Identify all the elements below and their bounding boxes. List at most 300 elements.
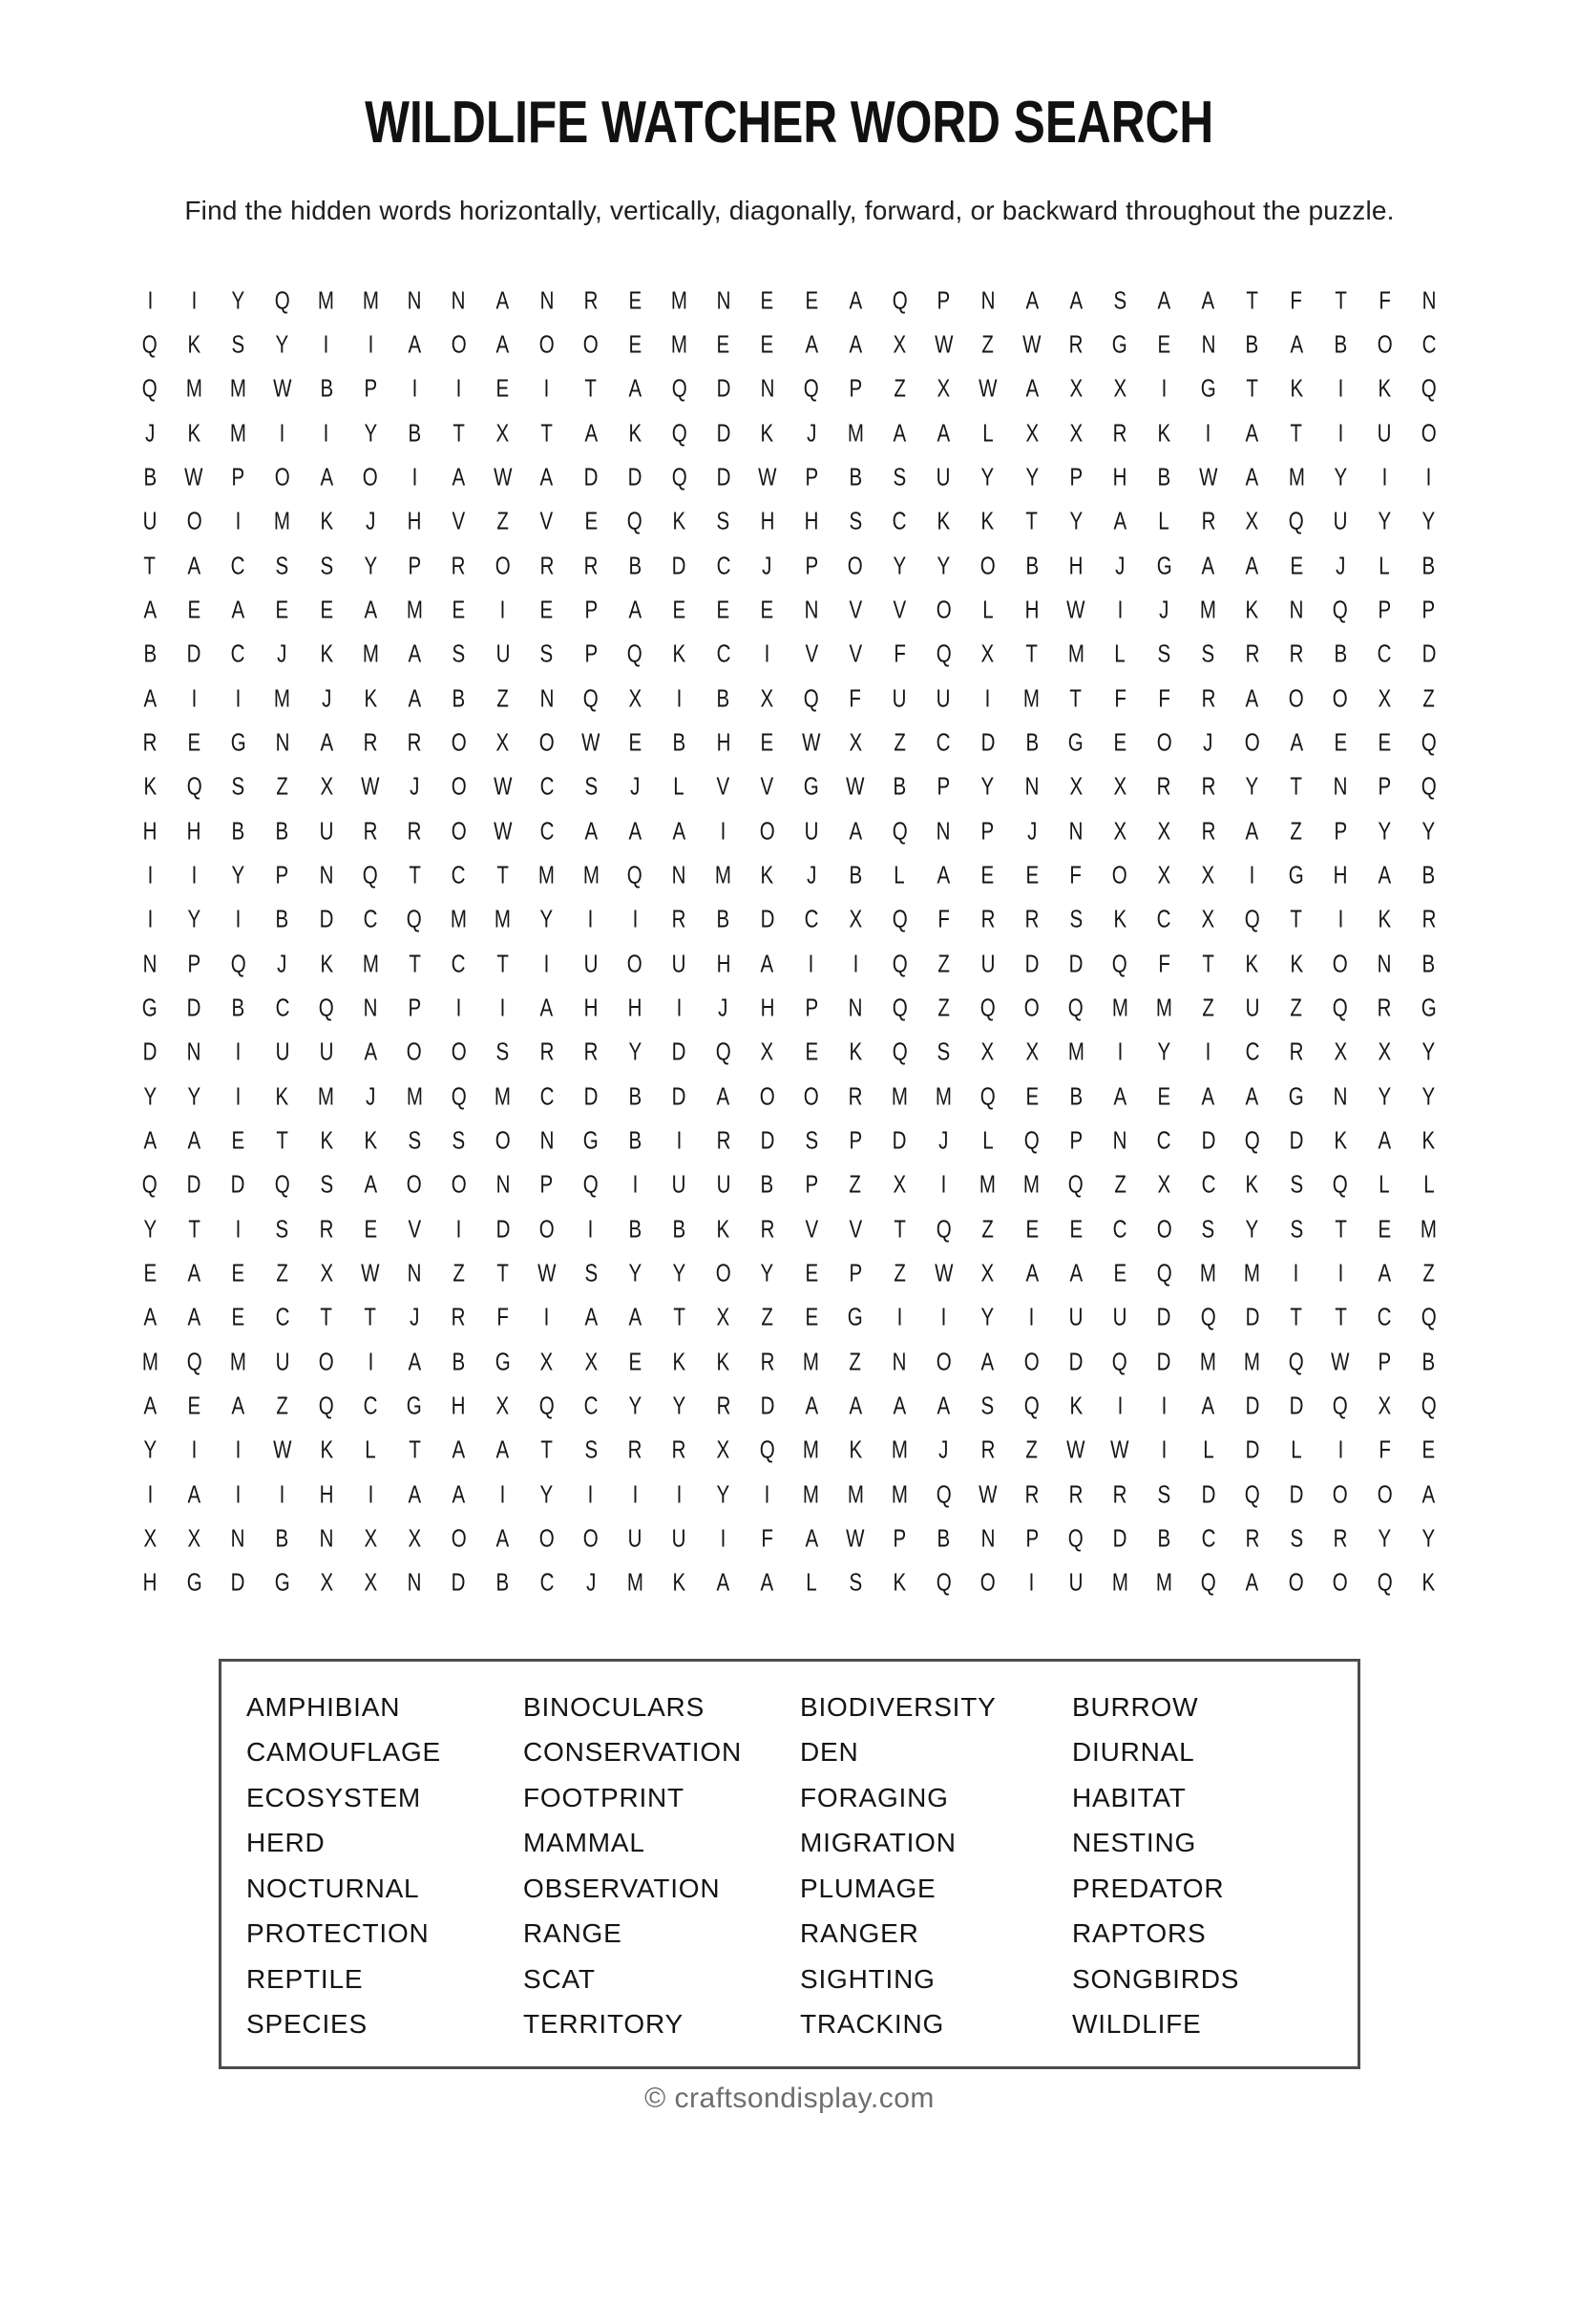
grid-cell-r25c11: X xyxy=(584,1347,598,1376)
grid-cell-r20c25: D xyxy=(1201,1126,1215,1155)
grid-cell-r26c16: A xyxy=(805,1392,818,1420)
grid-cell-r24c4: C xyxy=(275,1303,290,1331)
grid-cell-r13c13: A xyxy=(672,817,686,846)
grid-cell-r25c13: K xyxy=(672,1347,686,1376)
grid-cell-r23c12: Y xyxy=(628,1259,642,1288)
grid-cell-r9c30: D xyxy=(1421,639,1436,668)
grid-cell-r21c9: N xyxy=(495,1170,510,1199)
grid-cell-r2c20: Z xyxy=(981,330,994,359)
grid-cell-r10c17: F xyxy=(849,684,862,713)
grid-cell-r20c3: E xyxy=(231,1126,245,1155)
grid-cell-r29c29: Y xyxy=(1378,1524,1392,1553)
grid-cell-r8c5: E xyxy=(320,596,333,624)
grid-cell-r27c27: L xyxy=(1291,1435,1302,1464)
grid-cell-r18c23: I xyxy=(1117,1037,1124,1066)
grid-cell-r11c2: E xyxy=(187,728,201,757)
word-item-wildlife: WILDLIFE xyxy=(1072,2009,1202,2040)
grid-cell-r25c17: Z xyxy=(849,1347,862,1376)
grid-cell-r5c23: H xyxy=(1112,463,1127,492)
grid-cell-r22c19: Q xyxy=(936,1214,952,1244)
grid-cell-r2c6: I xyxy=(368,330,373,359)
grid-cell-r26c19: A xyxy=(937,1392,951,1420)
grid-cell-r19c11: D xyxy=(583,1081,599,1111)
grid-cell-r7c30: B xyxy=(1421,552,1436,580)
grid-cell-r9c20: X xyxy=(980,639,995,668)
grid-cell-r23c8: Z xyxy=(453,1259,465,1288)
grid-cell-r13c18: Q xyxy=(892,817,908,846)
grid-cell-r26c17: A xyxy=(849,1392,862,1420)
grid-cell-r26c22: K xyxy=(1069,1392,1083,1420)
grid-cell-r6c21: T xyxy=(1025,507,1039,535)
grid-cell-r4c30: O xyxy=(1421,419,1437,448)
grid-cell-r13c21: J xyxy=(1026,817,1037,846)
grid-cell-r1c10: N xyxy=(539,286,555,315)
grid-cell-r15c15: D xyxy=(760,905,775,933)
grid-cell-r20c21: Q xyxy=(1023,1126,1040,1155)
grid-cell-r13c6: R xyxy=(363,817,378,846)
grid-cell-r11c13: B xyxy=(672,728,686,757)
grid-cell-r27c11: S xyxy=(584,1435,598,1464)
grid-cell-r5c6: O xyxy=(363,463,378,492)
grid-cell-r15c3: I xyxy=(235,905,242,933)
grid-cell-r7c19: Y xyxy=(937,552,951,580)
grid-cell-r6c7: H xyxy=(407,507,422,535)
grid-cell-r18c7: O xyxy=(407,1037,423,1066)
grid-cell-r18c5: U xyxy=(319,1037,334,1066)
grid-cell-r5c20: Y xyxy=(980,463,995,492)
grid-cell-r17c4: C xyxy=(275,994,290,1022)
grid-cell-r3c29: K xyxy=(1378,374,1392,403)
grid-cell-r22c6: E xyxy=(364,1214,377,1244)
grid-cell-r20c1: A xyxy=(143,1126,157,1155)
grid-cell-r30c4: G xyxy=(274,1568,290,1597)
grid-cell-r28c30: A xyxy=(1421,1479,1436,1509)
word-item-range: RANGE xyxy=(523,1918,622,1949)
grid-cell-r19c12: B xyxy=(628,1081,642,1111)
grid-cell-r26c18: A xyxy=(893,1392,907,1420)
grid-cell-r12c29: P xyxy=(1378,772,1392,801)
grid-cell-r21c22: Q xyxy=(1068,1170,1084,1199)
grid-cell-r24c3: E xyxy=(231,1303,245,1331)
grid-cell-r24c7: J xyxy=(410,1303,420,1331)
grid-cell-r11c3: G xyxy=(230,728,246,757)
grid-cell-r8c10: E xyxy=(539,596,554,624)
grid-cell-r11c29: E xyxy=(1378,728,1392,757)
grid-cell-r29c15: F xyxy=(761,1524,773,1553)
grid-cell-r15c26: Q xyxy=(1244,905,1260,933)
grid-cell-r27c16: M xyxy=(803,1435,820,1464)
grid-cell-r12c21: N xyxy=(1024,772,1040,801)
grid-cell-r19c23: A xyxy=(1113,1081,1127,1111)
grid-cell-r7c10: R xyxy=(539,552,555,580)
grid-cell-r26c6: C xyxy=(363,1392,378,1420)
grid-cell-r1c22: A xyxy=(1069,286,1083,315)
grid-cell-r7c7: P xyxy=(408,552,422,580)
grid-cell-r4c27: T xyxy=(1290,419,1303,448)
grid-cell-r26c13: Y xyxy=(672,1392,686,1420)
grid-cell-r19c17: R xyxy=(848,1081,863,1111)
page-title xyxy=(0,92,1579,155)
grid-cell-r30c23: M xyxy=(1111,1568,1128,1597)
grid-cell-r21c16: P xyxy=(805,1170,818,1199)
grid-cell-r16c5: K xyxy=(320,949,333,978)
grid-cell-r29c10: O xyxy=(538,1524,555,1553)
grid-cell-r21c24: X xyxy=(1157,1170,1171,1199)
grid-cell-r23c1: E xyxy=(143,1259,157,1288)
grid-cell-r13c2: H xyxy=(186,817,201,846)
grid-cell-r22c29: E xyxy=(1378,1214,1392,1244)
grid-cell-r16c9: T xyxy=(496,949,509,978)
grid-cell-r25c23: Q xyxy=(1112,1347,1128,1376)
grid-cell-r2c28: B xyxy=(1334,330,1347,359)
grid-cell-r24c18: I xyxy=(896,1303,903,1331)
grid-cell-r26c28: Q xyxy=(1333,1392,1349,1420)
grid-cell-r7c26: A xyxy=(1245,552,1259,580)
grid-cell-r6c11: E xyxy=(584,507,598,535)
grid-cell-r8c3: A xyxy=(231,596,245,624)
grid-cell-r13c7: R xyxy=(407,817,422,846)
grid-cell-r15c6: C xyxy=(363,905,378,933)
grid-cell-r22c5: R xyxy=(319,1214,334,1244)
grid-cell-r5c18: S xyxy=(893,463,907,492)
grid-cell-r6c27: Q xyxy=(1288,507,1304,535)
grid-cell-r1c18: Q xyxy=(892,286,908,315)
footer-credit: © craftsondisplay.com xyxy=(644,2082,935,2114)
grid-cell-r4c14: D xyxy=(716,419,730,448)
grid-cell-r11c17: X xyxy=(849,728,862,757)
grid-cell-r23c20: X xyxy=(980,1259,995,1288)
grid-cell-r13c4: B xyxy=(275,817,289,846)
grid-cell-r7c14: C xyxy=(716,552,730,580)
grid-cell-r6c24: L xyxy=(1158,507,1170,535)
grid-cell-r15c2: Y xyxy=(187,905,201,933)
grid-cell-r3c27: K xyxy=(1290,374,1303,403)
grid-cell-r17c19: Z xyxy=(937,994,950,1022)
grid-cell-r16c27: K xyxy=(1290,949,1303,978)
word-list-box xyxy=(219,1659,1360,2069)
grid-cell-r27c23: W xyxy=(1110,1435,1129,1464)
grid-cell-r7c23: J xyxy=(1115,552,1126,580)
grid-cell-r1c11: R xyxy=(583,286,599,315)
grid-cell-r13c10: C xyxy=(539,817,555,846)
grid-cell-r14c22: F xyxy=(1069,861,1083,890)
grid-cell-r2c27: A xyxy=(1290,330,1303,359)
grid-cell-r17c6: N xyxy=(363,994,378,1022)
grid-cell-r22c10: O xyxy=(538,1214,555,1244)
grid-cell-r20c6: K xyxy=(364,1126,377,1155)
grid-cell-r26c1: A xyxy=(143,1392,157,1420)
grid-cell-r1c9: A xyxy=(495,286,510,315)
grid-cell-r4c28: I xyxy=(1337,419,1343,448)
grid-cell-r2c13: M xyxy=(670,330,687,359)
grid-cell-r23c25: M xyxy=(1200,1259,1217,1288)
grid-cell-r30c1: H xyxy=(142,1568,158,1597)
grid-cell-r7c4: S xyxy=(275,552,289,580)
grid-cell-r6c15: H xyxy=(760,507,775,535)
grid-cell-r26c10: Q xyxy=(538,1392,555,1420)
grid-cell-r13c14: I xyxy=(720,817,726,846)
grid-cell-r4c17: M xyxy=(847,419,864,448)
grid-cell-r9c1: B xyxy=(143,639,157,668)
grid-cell-r10c4: M xyxy=(274,684,291,713)
grid-cell-r3c8: I xyxy=(455,374,462,403)
grid-cell-r3c10: I xyxy=(543,374,550,403)
grid-cell-r15c10: Y xyxy=(539,905,554,933)
grid-cell-r21c18: X xyxy=(893,1170,907,1199)
grid-cell-r15c8: M xyxy=(450,905,467,933)
grid-cell-r5c3: P xyxy=(231,463,245,492)
grid-cell-r4c22: X xyxy=(1069,419,1083,448)
word-item-ranger: RANGER xyxy=(800,1918,919,1949)
grid-cell-r5c9: W xyxy=(493,463,513,492)
grid-cell-r8c20: L xyxy=(981,596,994,624)
grid-cell-r6c5: K xyxy=(320,507,333,535)
word-search-grid xyxy=(128,279,1451,1605)
grid-cell-r13c19: N xyxy=(937,817,951,846)
grid-cell-r11c30: Q xyxy=(1421,728,1437,757)
grid-cell-r4c5: I xyxy=(323,419,329,448)
grid-cell-r18c17: K xyxy=(849,1037,862,1066)
grid-cell-r4c12: K xyxy=(628,419,642,448)
grid-cell-r27c12: R xyxy=(627,1435,642,1464)
grid-cell-r8c7: M xyxy=(406,596,423,624)
grid-cell-r28c2: A xyxy=(187,1479,201,1509)
grid-cell-r30c3: D xyxy=(231,1568,245,1597)
grid-cell-r5c21: Y xyxy=(1025,463,1039,492)
grid-cell-r1c7: N xyxy=(407,286,422,315)
grid-cell-r24c22: U xyxy=(1068,1303,1084,1331)
grid-cell-r30c29: Q xyxy=(1377,1568,1393,1597)
grid-cell-r20c4: T xyxy=(276,1126,288,1155)
grid-cell-r17c20: Q xyxy=(979,994,996,1022)
grid-cell-r4c15: K xyxy=(760,419,774,448)
grid-cell-r20c24: C xyxy=(1157,1126,1171,1155)
grid-cell-r22c21: E xyxy=(1025,1214,1039,1244)
grid-cell-r12c20: Y xyxy=(980,772,995,801)
grid-cell-r1c19: P xyxy=(937,286,951,315)
grid-cell-r18c20: X xyxy=(980,1037,995,1066)
grid-cell-r9c7: A xyxy=(408,639,422,668)
grid-cell-r16c23: Q xyxy=(1112,949,1128,978)
grid-cell-r12c3: S xyxy=(231,772,245,801)
grid-cell-r20c11: G xyxy=(582,1126,599,1155)
grid-cell-r13c12: A xyxy=(628,817,642,846)
grid-cell-r4c20: L xyxy=(981,419,994,448)
grid-cell-r23c24: Q xyxy=(1156,1259,1172,1288)
grid-cell-r12c28: N xyxy=(1333,772,1348,801)
grid-cell-r13c8: O xyxy=(451,817,467,846)
grid-cell-r1c16: E xyxy=(805,286,818,315)
grid-cell-r21c29: L xyxy=(1379,1170,1391,1199)
grid-cell-r22c27: S xyxy=(1290,1214,1303,1244)
grid-cell-r30c18: K xyxy=(893,1568,907,1597)
grid-cell-r4c1: J xyxy=(144,419,156,448)
grid-cell-r11c18: Z xyxy=(894,728,906,757)
grid-cell-r12c15: V xyxy=(760,772,774,801)
grid-cell-r11c7: R xyxy=(407,728,422,757)
grid-cell-r29c2: X xyxy=(187,1524,201,1553)
grid-cell-r24c29: C xyxy=(1377,1303,1392,1331)
grid-cell-r14c6: Q xyxy=(363,861,378,890)
grid-cell-r2c30: C xyxy=(1421,330,1436,359)
grid-cell-r8c1: A xyxy=(143,596,157,624)
grid-cell-r2c14: E xyxy=(716,330,730,359)
grid-cell-r6c20: K xyxy=(980,507,995,535)
grid-cell-r21c12: I xyxy=(632,1170,638,1199)
grid-cell-r19c2: Y xyxy=(187,1081,201,1111)
grid-cell-r9c18: F xyxy=(894,639,906,668)
grid-cell-r3c9: E xyxy=(495,374,510,403)
grid-cell-r13c20: P xyxy=(980,817,995,846)
grid-cell-r30c30: K xyxy=(1421,1568,1436,1597)
grid-cell-r12c23: X xyxy=(1113,772,1127,801)
grid-cell-r13c29: Y xyxy=(1378,817,1392,846)
grid-cell-r12c2: Q xyxy=(186,772,202,801)
grid-cell-r8c19: O xyxy=(936,596,952,624)
grid-cell-r29c7: X xyxy=(408,1524,422,1553)
grid-cell-r14c20: E xyxy=(980,861,995,890)
grid-cell-r26c27: D xyxy=(1289,1392,1304,1420)
grid-cell-r18c21: X xyxy=(1025,1037,1039,1066)
grid-cell-r6c12: Q xyxy=(627,507,643,535)
grid-cell-r4c21: X xyxy=(1025,419,1039,448)
grid-cell-r26c14: R xyxy=(716,1392,730,1420)
grid-cell-r29c12: U xyxy=(627,1524,642,1553)
grid-cell-r29c1: X xyxy=(143,1524,157,1553)
grid-cell-r30c14: A xyxy=(716,1568,730,1597)
grid-cell-r18c24: Y xyxy=(1157,1037,1171,1066)
grid-cell-r23c28: I xyxy=(1337,1259,1343,1288)
grid-cell-r17c28: Q xyxy=(1333,994,1349,1022)
grid-cell-r17c16: P xyxy=(805,994,818,1022)
grid-cell-r7c2: A xyxy=(187,552,201,580)
grid-cell-r12c9: W xyxy=(493,772,513,801)
grid-cell-r24c2: A xyxy=(187,1303,201,1331)
grid-cell-r5c11: D xyxy=(583,463,599,492)
grid-cell-r30c7: N xyxy=(407,1568,422,1597)
grid-cell-r7c18: Y xyxy=(893,552,907,580)
word-item-protection: PROTECTION xyxy=(246,1918,430,1949)
grid-cell-r4c2: K xyxy=(187,419,201,448)
grid-cell-r12c14: V xyxy=(716,772,730,801)
grid-cell-r22c1: Y xyxy=(143,1214,157,1244)
grid-cell-r10c11: Q xyxy=(582,684,599,713)
grid-cell-r30c12: M xyxy=(626,1568,643,1597)
grid-cell-r1c25: A xyxy=(1201,286,1215,315)
grid-cell-r9c6: M xyxy=(362,639,379,668)
grid-cell-r26c21: Q xyxy=(1023,1392,1040,1420)
grid-cell-r7c27: E xyxy=(1290,552,1303,580)
grid-cell-r2c8: O xyxy=(451,330,467,359)
grid-cell-r6c26: X xyxy=(1245,507,1259,535)
grid-cell-r14c28: H xyxy=(1333,861,1348,890)
grid-cell-r18c15: X xyxy=(760,1037,774,1066)
grid-cell-r14c19: A xyxy=(937,861,951,890)
grid-cell-r10c7: A xyxy=(408,684,422,713)
grid-cell-r19c8: Q xyxy=(451,1081,467,1111)
grid-cell-r28c21: R xyxy=(1024,1479,1040,1509)
grid-cell-r6c3: I xyxy=(235,507,242,535)
grid-cell-r27c1: Y xyxy=(143,1435,157,1464)
grid-cell-r18c26: C xyxy=(1245,1037,1260,1066)
grid-cell-r3c2: M xyxy=(185,374,202,403)
grid-cell-r5c25: W xyxy=(1198,463,1218,492)
grid-cell-r9c24: S xyxy=(1157,639,1171,668)
grid-cell-r17c24: M xyxy=(1155,994,1172,1022)
word-item-migration: MIGRATION xyxy=(800,1828,957,1858)
grid-cell-r28c9: I xyxy=(499,1479,506,1509)
word-item-plumage: PLUMAGE xyxy=(800,1873,937,1903)
grid-cell-r30c27: O xyxy=(1288,1568,1304,1597)
grid-cell-r26c9: X xyxy=(495,1392,510,1420)
grid-cell-r14c18: L xyxy=(894,861,905,890)
grid-cell-r21c6: A xyxy=(364,1170,377,1199)
grid-cell-r24c24: D xyxy=(1157,1303,1171,1331)
grid-cell-r28c4: I xyxy=(279,1479,285,1509)
grid-cell-r20c5: K xyxy=(320,1126,333,1155)
grid-cell-r9c23: L xyxy=(1114,639,1126,668)
grid-cell-r6c13: K xyxy=(672,507,686,535)
grid-cell-r23c26: M xyxy=(1244,1259,1261,1288)
grid-cell-r16c6: M xyxy=(362,949,379,978)
grid-cell-r17c12: H xyxy=(627,994,642,1022)
grid-cell-r14c16: J xyxy=(806,861,817,890)
grid-cell-r18c3: I xyxy=(235,1037,242,1066)
grid-cell-r26c15: D xyxy=(760,1392,775,1420)
word-item-reptile: REPTILE xyxy=(246,1963,364,1994)
grid-cell-r1c28: T xyxy=(1334,286,1347,315)
grid-cell-r28c24: S xyxy=(1157,1479,1171,1509)
grid-cell-r15c7: Q xyxy=(407,905,423,933)
grid-cell-r21c25: C xyxy=(1201,1170,1215,1199)
grid-cell-r8c13: E xyxy=(672,596,686,624)
grid-cell-r14c9: T xyxy=(496,861,509,890)
grid-cell-r6c30: Y xyxy=(1421,507,1436,535)
grid-cell-r5c15: W xyxy=(758,463,777,492)
grid-cell-r9c19: Q xyxy=(936,639,952,668)
grid-cell-r30c15: A xyxy=(760,1568,774,1597)
grid-cell-r19c16: O xyxy=(803,1081,819,1111)
grid-cell-r11c5: A xyxy=(320,728,333,757)
grid-cell-r11c8: O xyxy=(451,728,467,757)
grid-cell-r27c19: J xyxy=(938,1435,949,1464)
grid-cell-r30c19: Q xyxy=(936,1568,952,1597)
grid-cell-r20c20: L xyxy=(981,1126,994,1155)
word-item-conservation: CONSERVATION xyxy=(523,1737,742,1768)
grid-cell-r14c1: I xyxy=(147,861,153,890)
grid-cell-r13c30: Y xyxy=(1421,817,1436,846)
word-item-diurnal: DIURNAL xyxy=(1072,1737,1195,1768)
grid-cell-r20c8: S xyxy=(452,1126,466,1155)
grid-cell-r24c10: I xyxy=(543,1303,550,1331)
grid-cell-r19c26: A xyxy=(1245,1081,1259,1111)
word-item-amphibian: AMPHIBIAN xyxy=(246,1691,401,1722)
grid-cell-r19c4: K xyxy=(275,1081,289,1111)
grid-cell-r2c25: N xyxy=(1201,330,1215,359)
grid-cell-r20c26: Q xyxy=(1244,1126,1260,1155)
grid-cell-r15c27: T xyxy=(1290,905,1303,933)
grid-cell-r7c28: J xyxy=(1336,552,1346,580)
grid-cell-r9c9: U xyxy=(495,639,510,668)
grid-cell-r22c15: R xyxy=(760,1214,775,1244)
grid-cell-r17c3: B xyxy=(231,994,245,1022)
grid-cell-r23c22: A xyxy=(1069,1259,1083,1288)
grid-cell-r24c23: U xyxy=(1112,1303,1127,1331)
grid-cell-r15c11: I xyxy=(588,905,594,933)
grid-cell-r28c16: M xyxy=(803,1479,820,1509)
grid-cell-r11c1: R xyxy=(142,728,158,757)
grid-cell-r14c24: X xyxy=(1157,861,1171,890)
